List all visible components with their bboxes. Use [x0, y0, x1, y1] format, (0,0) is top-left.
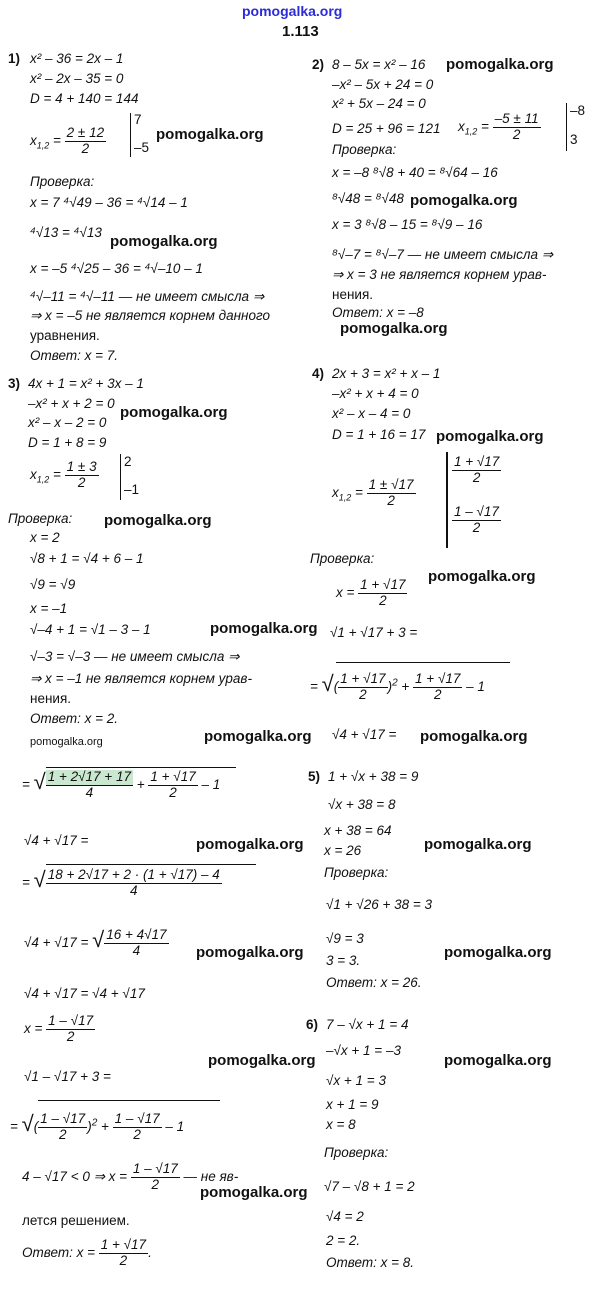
watermark[interactable]: pomogalka.org — [200, 1184, 308, 1201]
watermark[interactable]: pomogalka.org — [340, 320, 448, 337]
p3-check-label: Проверка: — [8, 511, 73, 526]
watermark[interactable]: pomogalka.org — [428, 568, 536, 585]
p4-check4-radical — [46, 767, 236, 768]
p5-check3: 3 = 3. — [326, 953, 361, 968]
p4-eq1: 2x + 3 = x² + x – 1 — [332, 366, 441, 381]
watermark[interactable]: pomogalka.org — [120, 404, 228, 421]
p4-check7: √4 + √17 = √ $\frac{16 + 4√17}{4}$ — [24, 927, 167, 958]
p3-check7: ⇒ x = –1 не является корнем урав- — [30, 671, 252, 686]
watermark[interactable]: pomogalka.org — [444, 944, 552, 961]
p1-number: 1) — [8, 51, 21, 66]
p5-eq2: √x + 38 = 8 — [328, 797, 396, 812]
watermark[interactable]: pomogalka.org — [196, 836, 304, 853]
p3-disc: D = 1 + 8 = 9 — [28, 435, 107, 450]
p3-check5: √–4 + 1 = √1 – 3 – 1 — [30, 622, 151, 637]
p2-check1: x = –8 ⁸√8 + 40 = ⁸√64 – 16 — [332, 165, 498, 180]
p3-eq2: –x² + x + 2 = 0 — [28, 396, 115, 411]
p6-check2: √4 = 2 — [326, 1209, 364, 1224]
p1-check6: уравнения. — [30, 328, 100, 343]
p3-check6: √–3 = √–3 — не имеет смысла ⇒ — [30, 649, 240, 664]
p4-number: 4) — [312, 366, 325, 381]
watermark[interactable]: pomogalka.org — [444, 1052, 552, 1069]
p4-xval: x = $\frac{1 + √17}{2}$ — [336, 577, 406, 608]
watermark[interactable]: pomogalka.org — [104, 512, 212, 529]
p2-number: 2) — [312, 57, 325, 72]
p5-check-label: Проверка: — [324, 865, 389, 880]
p3-check8: нения. — [30, 691, 72, 706]
watermark-small[interactable]: pomogalka.org — [30, 736, 103, 748]
p1-check1: x = 7 ⁴√49 – 36 = ⁴√14 – 1 — [30, 195, 188, 210]
p4-check6: = √ $\frac{18 + 2√17 + 2 \cdot (1 + √17) - 4}{4}$ — [22, 867, 220, 898]
watermark[interactable]: pomogalka.org — [204, 728, 312, 745]
watermark[interactable]: pomogalka.org — [156, 126, 264, 143]
p2-roots-bar — [566, 103, 567, 151]
p3-check2: √8 + 1 = √4 + 6 – 1 — [30, 551, 144, 566]
p4-check5: √4 + √17 = — [24, 833, 89, 848]
p2-check3: x = 3 ⁸√8 – 15 = ⁸√9 – 16 — [332, 217, 483, 232]
p6-answer: Ответ: x = 8. — [326, 1255, 414, 1270]
p6-eq4: x + 1 = 9 — [326, 1097, 379, 1112]
p2-answer: Ответ: x = –8 — [332, 305, 424, 320]
p4-roots: $x_{1,2}$ = $\frac{1 \pm √17}{2}$ — [332, 477, 414, 508]
p3-check4: x = –1 — [30, 601, 68, 616]
p4-check11: 4 – √17 < 0 ⇒ x = $\frac{1 - √17}{2}$ — не яв- — [22, 1161, 239, 1192]
p1-eq2: x² – 2x – 35 = 0 — [30, 71, 124, 86]
p4-root2: $\frac{1 - √17}{2}$ — [454, 504, 499, 535]
watermark[interactable]: pomogalka.org — [196, 944, 304, 961]
p5-answer: Ответ: x = 26. — [326, 975, 422, 990]
p1-eq1: x² – 36 = 2x – 1 — [30, 51, 124, 66]
p1-check-label: Проверка: — [30, 174, 95, 189]
p4-roots-bar — [446, 452, 448, 548]
p2-eq1: 8 – 5x = x² – 16 — [332, 57, 426, 72]
p4-check6-radical — [46, 864, 256, 865]
watermark[interactable]: pomogalka.org — [436, 428, 544, 445]
p3-root1: 2 — [124, 454, 132, 469]
p2-check-label: Проверка: — [332, 142, 397, 157]
p3-roots-bar — [120, 454, 121, 500]
p2-disc: D = 25 + 96 = 121 — [332, 121, 441, 136]
p4-root1: $\frac{1 + √17}{2}$ — [454, 454, 500, 485]
p4-check10: = √( $\frac{1 - √17}{2}$ )$^2$ + $\frac{1 - √17}{2}$ – 1 — [10, 1111, 185, 1142]
p6-number: 6) — [306, 1017, 319, 1032]
p4-disc: D = 1 + 16 = 17 — [332, 427, 426, 442]
p3-root2: –1 — [124, 482, 140, 497]
p2-check5: ⇒ x = 3 не является корнем урав- — [332, 267, 547, 282]
p2-check4: ⁸√–7 = ⁸√–7 — не имеет смысла ⇒ — [332, 247, 554, 262]
p4-x2val: x = $\frac{1 - √17}{2}$ — [24, 1013, 94, 1044]
p4-check10-radical — [38, 1100, 220, 1101]
p1-roots-bar — [130, 113, 131, 157]
p4-check2-radical — [336, 662, 510, 663]
p6-eq5: x = 8 — [326, 1117, 356, 1132]
p6-eq2: –√x + 1 = –3 — [326, 1043, 401, 1058]
p5-check1: √1 + √26 + 38 = 3 — [326, 897, 433, 912]
watermark[interactable]: pomogalka.org — [208, 1052, 316, 1069]
p3-check1: x = 2 — [30, 530, 60, 545]
p2-roots: $x_{1,2}$ = $\frac{-5 \pm 11}{2}$ — [458, 111, 539, 142]
p5-eq3: x + 38 = 64 — [324, 823, 392, 838]
p1-root2: –5 — [134, 140, 150, 155]
p6-check3: 2 = 2. — [326, 1233, 361, 1248]
p2-eq2: –x² – 5x + 24 = 0 — [332, 77, 434, 92]
p1-check3: x = –5 ⁴√25 – 36 = ⁴√–10 – 1 — [30, 261, 203, 276]
p5-eq4: x = 26 — [324, 843, 362, 858]
p1-disc: D = 4 + 140 = 144 — [30, 91, 139, 106]
p1-roots: $x_{1,2}$ = $\frac{2 \pm 12}{2}$ — [30, 125, 105, 156]
p1-answer: Ответ: x = 7. — [30, 348, 118, 363]
task-number: 1.113 — [282, 23, 319, 40]
watermark[interactable]: pomogalka.org — [210, 620, 318, 637]
p4-eq3: x² – x – 4 = 0 — [332, 406, 411, 421]
p3-answer: Ответ: x = 2. — [30, 711, 118, 726]
p2-root2: 3 — [570, 132, 578, 147]
p6-check-label: Проверка: — [324, 1145, 389, 1160]
p3-number: 3) — [8, 376, 21, 391]
p3-eq1: 4x + 1 = x² + 3x – 1 — [28, 376, 144, 391]
watermark[interactable]: pomogalka.org — [446, 56, 554, 73]
p6-check1: √7 – √8 + 1 = 2 — [324, 1179, 415, 1194]
watermark[interactable]: pomogalka.org — [420, 728, 528, 745]
p6-eq1: 7 – √x + 1 = 4 — [326, 1017, 409, 1032]
p4-check8: √4 + √17 = √4 + √17 — [24, 986, 145, 1001]
p4-answer: Ответ: x = $\frac{1 + √17}{2}$ . — [22, 1237, 152, 1268]
p2-root1: –8 — [570, 103, 586, 118]
p1-check2: ⁴√13 = ⁴√13 — [30, 225, 102, 240]
p4-check2: = √( $\frac{1 + √17}{2}$ )$^2$ + $\frac{1 + √17}{2}$ – 1 — [310, 671, 485, 702]
p2-check2: ⁸√48 = ⁸√48 — [332, 191, 404, 206]
site-title[interactable]: pomogalka.org — [242, 3, 343, 19]
p3-check3: √9 = √9 — [30, 577, 76, 592]
p1-root1: 7 — [134, 112, 142, 127]
p3-roots: $x_{1,2}$ = $\frac{1 \pm 3}{2}$ — [30, 459, 97, 490]
watermark[interactable]: pomogalka.org — [424, 836, 532, 853]
watermark[interactable]: pomogalka.org — [110, 233, 218, 250]
p1-check4: ⁴√–11 = ⁴√–11 — не имеет смысла ⇒ — [30, 289, 265, 304]
p4-check12: лется решением. — [22, 1213, 130, 1228]
p4-check9: √1 – √17 + 3 = — [24, 1069, 111, 1084]
p2-check6: нения. — [332, 287, 374, 302]
p5-eq1: 1 + √x + 38 = 9 — [328, 769, 419, 784]
p4-check1: √1 + √17 + 3 = — [330, 625, 418, 640]
p4-check4: = √ $\frac{1 + 2√17 + 17}{4}$ + $\frac{1 + √17}{2}$ – 1 — [22, 769, 221, 800]
p4-check-label: Проверка: — [310, 551, 375, 566]
p3-eq3: x² – x – 2 = 0 — [28, 415, 107, 430]
watermark[interactable]: pomogalka.org — [410, 192, 518, 209]
p5-number: 5) — [308, 769, 321, 784]
p1-check5: ⇒ x = –5 не является корнем данного — [30, 308, 270, 323]
p2-eq3: x² + 5x – 24 = 0 — [332, 96, 426, 111]
p6-eq3: √x + 1 = 3 — [326, 1073, 386, 1088]
p4-check3: √4 + √17 = — [332, 727, 397, 742]
p4-eq2: –x² + x + 4 = 0 — [332, 386, 419, 401]
p5-check2: √9 = 3 — [326, 931, 364, 946]
